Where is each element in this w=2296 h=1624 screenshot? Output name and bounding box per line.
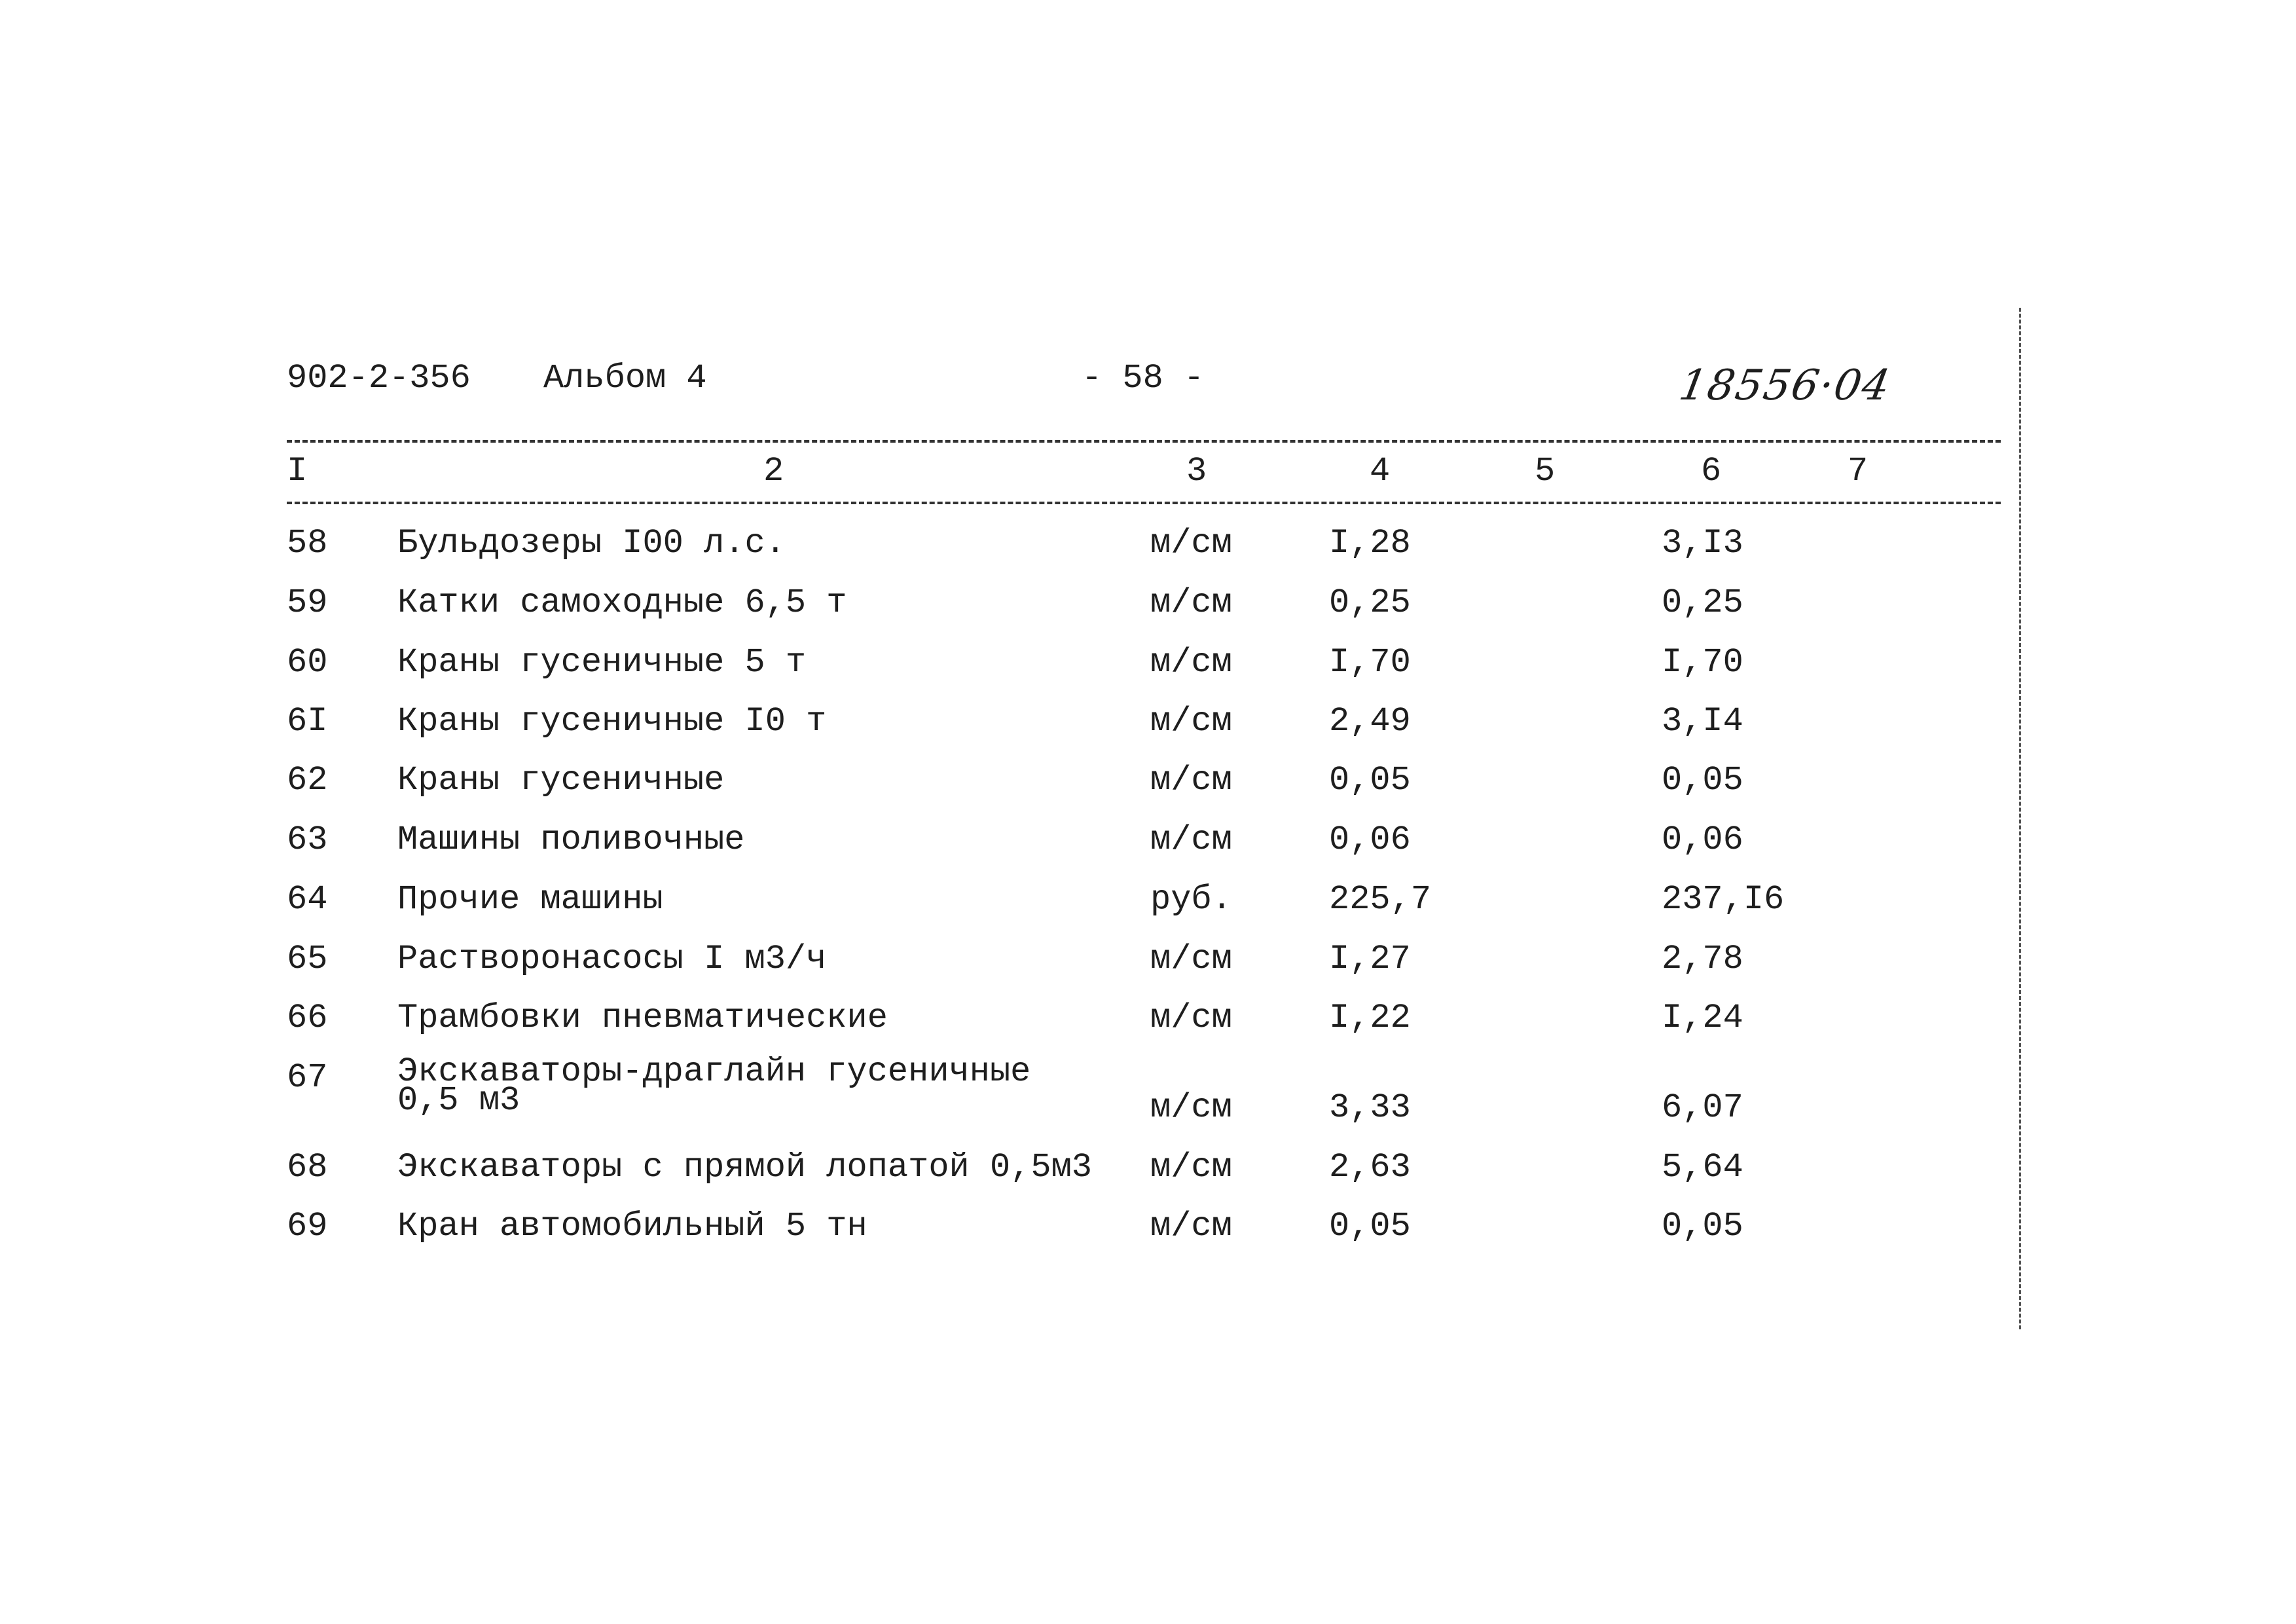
row-unit: м/см [1150,761,1232,800]
row-col4: I,22 [1329,999,1411,1037]
row-col4: 2,49 [1329,702,1411,741]
row-unit: м/см [1150,1088,1232,1127]
row-unit: м/см [1150,821,1232,859]
column-number-6: 6 [1701,452,1722,490]
table-row [0,880,2296,939]
row-number: 63 [287,821,328,859]
row-col6: I,70 [1662,643,1743,682]
row-unit: м/см [1150,702,1232,741]
row-name-continuation: 0,5 м3 [397,1081,520,1120]
row-name: Машины поливочные [397,821,745,859]
row-col6: 0,06 [1662,821,1743,859]
table-row [0,761,2296,820]
table-row [0,702,2296,761]
row-unit: м/см [1150,999,1232,1037]
row-name: Краны гусеничные 5 т [397,643,807,682]
row-name: Растворонасосы I м3/ч [397,940,827,978]
row-col6: 0,25 [1662,583,1743,622]
row-unit: м/см [1150,524,1232,563]
table-row [0,940,2296,999]
table-row [0,821,2296,879]
row-col6: 6,07 [1662,1088,1743,1127]
column-number-7: 7 [1848,452,1868,490]
column-number-4: 4 [1370,452,1391,490]
row-col6: 5,64 [1662,1148,1743,1187]
row-unit: м/см [1150,583,1232,622]
row-name: Экскаваторы-драглайн гусеничные [397,1052,1031,1091]
row-name: Кран автомобильный 5 тн [397,1207,867,1246]
row-name: Прочие машины [397,880,663,919]
table-row [0,583,2296,642]
row-col6: 0,05 [1662,761,1743,800]
table-header-rule [287,502,2001,504]
table-row [0,1207,2296,1266]
row-col4: I,28 [1329,524,1411,563]
row-number: 66 [287,999,328,1037]
table-row [0,1148,2296,1207]
row-unit: м/см [1150,940,1232,978]
row-number: 65 [287,940,328,978]
row-number: 68 [287,1148,328,1187]
row-col4: I,27 [1329,940,1411,978]
table-row [0,643,2296,702]
row-number: 67 [287,1058,328,1097]
row-col6: I,24 [1662,999,1743,1037]
row-col6: 237,I6 [1662,880,1785,919]
row-col4: 0,05 [1329,1207,1411,1246]
inventory-number: 18556·04 [1675,361,1895,410]
row-unit: м/см [1150,643,1232,682]
row-col4: 0,06 [1329,821,1411,859]
row-name: Экскаваторы с прямой лопатой 0,5м3 [397,1148,1092,1187]
row-col4: 0,25 [1329,583,1411,622]
row-col6: 2,78 [1662,940,1743,978]
row-name: Трамбовки пневматические [397,999,888,1037]
row-col4: 2,63 [1329,1148,1411,1187]
row-name: Катки самоходные 6,5 т [397,583,847,622]
row-col6: 0,05 [1662,1207,1743,1246]
row-number: 60 [287,643,328,682]
row-col4: 0,05 [1329,761,1411,800]
row-number: 62 [287,761,328,800]
row-unit: руб. [1150,880,1232,919]
row-number: 58 [287,524,328,563]
table-row [0,524,2296,583]
row-number: 6I [287,702,328,741]
row-number: 59 [287,583,328,622]
row-unit: м/см [1150,1148,1232,1187]
row-number: 64 [287,880,328,919]
row-col4: I,70 [1329,643,1411,682]
column-number-3: 3 [1186,452,1207,490]
row-col4: 3,33 [1329,1088,1411,1127]
table-row [0,1052,2296,1150]
table-row [0,999,2296,1058]
row-name: Бульдозеры I00 л.с. [397,524,786,563]
column-number-1: I [287,452,308,490]
row-col4: 225,7 [1329,880,1432,919]
row-number: 69 [287,1207,328,1246]
row-name: Краны гусеничные [397,761,725,800]
row-name: Краны гусеничные I0 т [397,702,827,741]
album-label: Альбом 4 [543,359,707,397]
doc-code: 902-2-356 [287,359,471,397]
table-top-rule [287,440,2001,443]
row-col6: 3,I3 [1662,524,1743,563]
page-number: - 58 - [1082,359,1205,397]
column-number-2: 2 [763,452,784,490]
row-col6: 3,I4 [1662,702,1743,741]
row-unit: м/см [1150,1207,1232,1246]
column-number-5: 5 [1535,452,1556,490]
